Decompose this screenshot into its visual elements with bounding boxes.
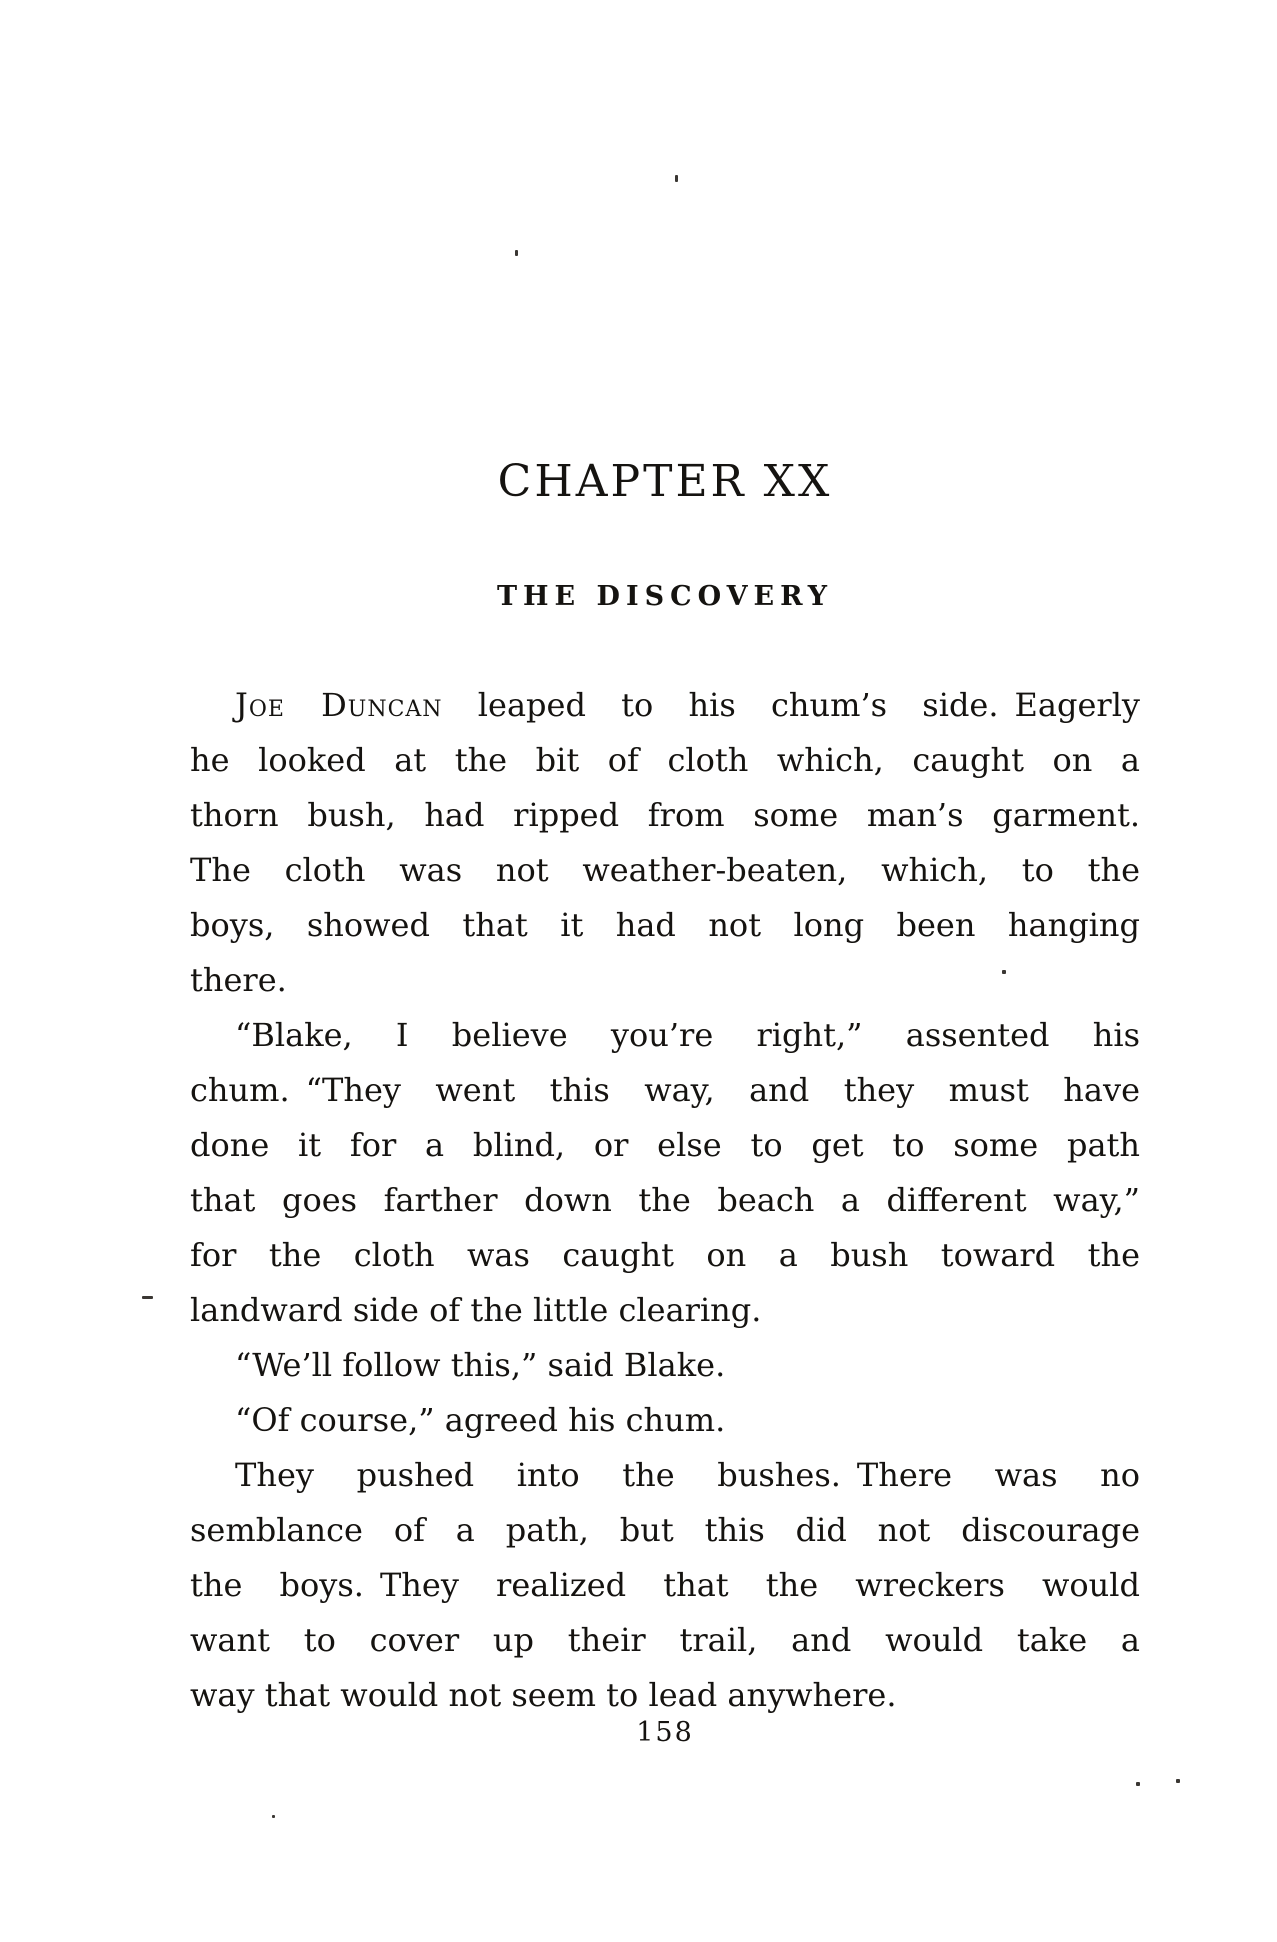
text-line [190, 678, 1140, 733]
text-line: way that would not seem to lead anywhere. [190, 1676, 897, 1714]
text-line: for the cloth was caught on a bush toward the [190, 1236, 1140, 1274]
scan-speck [142, 1296, 153, 1299]
text-line: he looked at the bit of cloth which, caught on a [190, 741, 1140, 779]
text-line: “Of course,” agreed his chum. [235, 1401, 726, 1439]
text-line: boys, showed that it had not long been hanging [190, 906, 1140, 944]
scan-speck [1136, 1782, 1140, 1786]
text-line: “Blake, I believe you’re right,” assented his [235, 1016, 1140, 1054]
page-number: 158 [636, 1717, 694, 1748]
text-line: done it for a blind, or else to get to some path [190, 1126, 1140, 1164]
text-line: thorn bush, had ripped from some man’s garment. [190, 796, 1140, 834]
scan-speck [1176, 1779, 1180, 1783]
text-line: there. [190, 961, 287, 999]
paragraph [190, 1448, 1140, 1723]
text-line: want to cover up their trail, and would take a [190, 1621, 1140, 1659]
body-text [190, 678, 1140, 1723]
line-text: leaped to his chum’s side. Eagerly [442, 686, 1140, 724]
text-line: The cloth was not weather-beaten, which, to the [190, 851, 1140, 889]
paragraph [190, 1393, 1140, 1448]
small-caps-name: Joe Duncan [235, 686, 443, 724]
section-title: THE DISCOVERY [496, 581, 834, 612]
text-line: “We’ll follow this,” said Blake. [235, 1346, 726, 1384]
text-line: semblance of a path, but this did not discourage [190, 1511, 1140, 1549]
chapter-title: CHAPTER XX [497, 456, 833, 507]
scan-speck [515, 250, 518, 256]
paragraph [190, 1008, 1140, 1338]
text-line: that goes farther down the beach a different way,” [190, 1181, 1140, 1219]
scan-speck [1002, 970, 1006, 974]
scan-speck [675, 175, 678, 182]
scan-speck [272, 1815, 275, 1818]
paragraph [190, 678, 1140, 1008]
text-line: landward side of the little clearing. [190, 1291, 762, 1329]
text-line: They pushed into the bushes. There was no [235, 1456, 1140, 1494]
paragraph [190, 1338, 1140, 1393]
text-line: the boys. They realized that the wreckers would [190, 1566, 1140, 1604]
text-line: chum. “They went this way, and they must have [190, 1071, 1140, 1109]
